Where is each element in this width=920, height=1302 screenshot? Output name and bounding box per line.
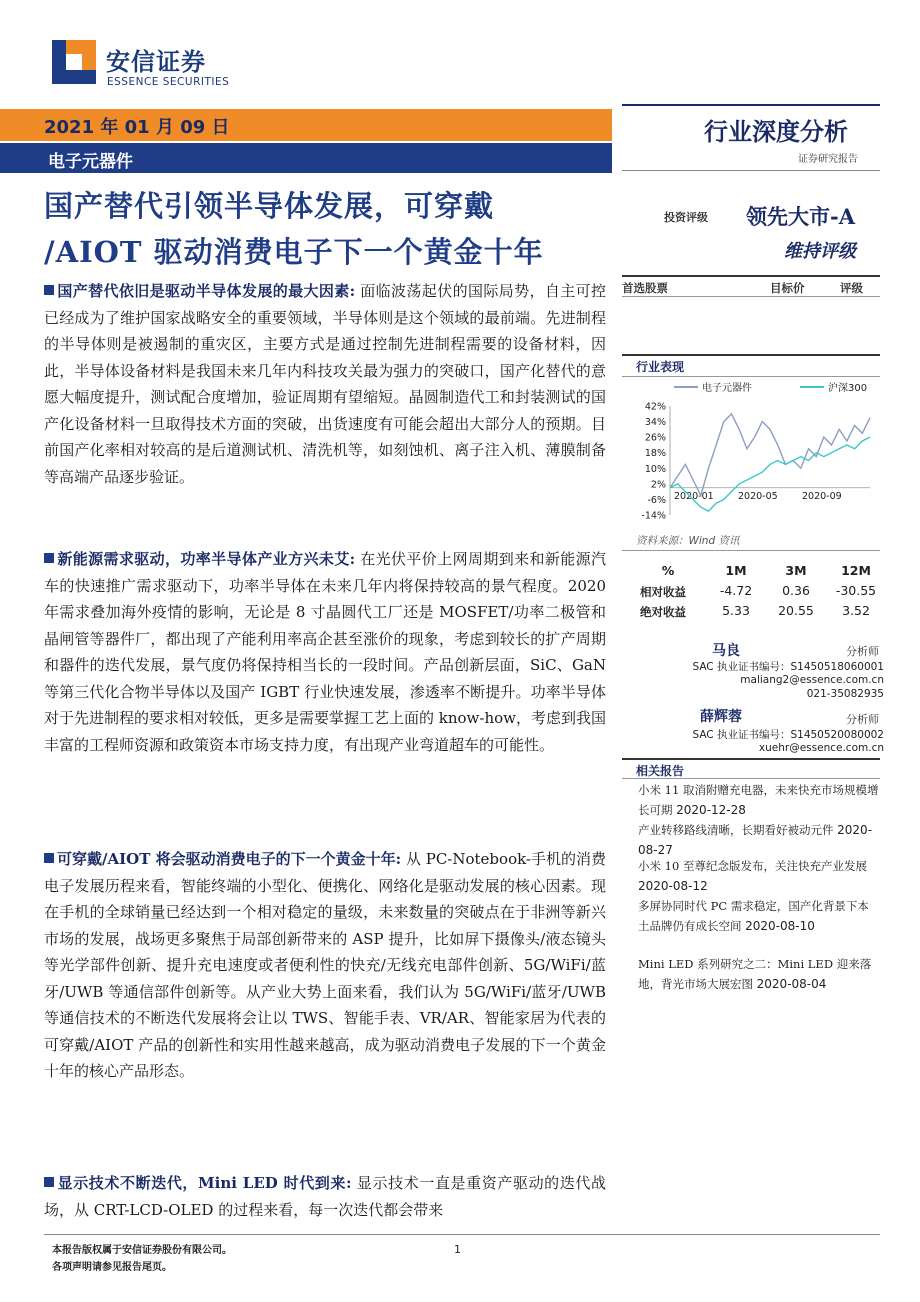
target-price-col-header: 目标价 xyxy=(770,281,805,295)
analyst-name: 薛辉蓉 xyxy=(700,709,742,725)
chart-source: 资料来源：Wind 资讯 xyxy=(636,535,740,547)
paragraph-text: 从 PC-Notebook-手机的消费电子发展历程来看，智能终端的小型化、便携化、网络化是驱动发展的核心因素。现在手机的全球销量已经达到一个相对稳定的量级，未来数量的突破点在于非洲等新兴市场的发展，战场更多聚焦于局部创新带来的 ASP 提升，比如屏下摄像头/液态镜头等光学部件创新、提升充电速度或者便利性的快充/无线充电部件创新、5G/WiFi/蓝牙/UWB 等通信部件创新等。从产业大势上面来看，我们认为 5G/WiFi/蓝牙/UWB 等通信技术的不断迭代发展将会让以 TWS、智能手表、VR/AR、智能家居为代表的可穿戴/AIOT 产品的创新性和实用性越来越高，成为驱动消费电子发展的下一个黄金十年的核心产品形态。 xyxy=(44,850,607,1080)
bullet-icon xyxy=(44,1177,54,1187)
header-divider xyxy=(622,104,880,106)
related-report-date: 2020-08-27 xyxy=(638,823,873,857)
paragraph xyxy=(44,546,606,758)
analyst-email[interactable]: maliang2@essence.com.cn xyxy=(740,674,884,686)
related-report-item[interactable] xyxy=(638,856,880,896)
paragraph xyxy=(44,1170,606,1223)
related-report-item[interactable] xyxy=(638,896,880,936)
y-tick-label: -14% xyxy=(641,510,666,522)
analyst-email[interactable]: xuehr@essence.com.cn xyxy=(758,742,884,754)
series-line xyxy=(670,414,870,496)
analyst-cert: SAC 执业证书编号：S1450518060001 xyxy=(692,661,884,673)
related-report-item[interactable] xyxy=(638,954,880,994)
paragraph xyxy=(44,846,606,1085)
legend-label: 电子元器件 xyxy=(702,383,752,394)
legend-label: 沪深300 xyxy=(828,383,868,394)
y-tick-label: -6% xyxy=(647,494,666,506)
logo-name-cn: 安信证券 xyxy=(106,48,206,76)
bullet-icon xyxy=(44,285,54,295)
sector-label: 电子元器件 xyxy=(48,152,133,172)
related-report-title: 多屏协同时代 PC 需求稳定，国产化背景下本土品牌仍有成长空间 xyxy=(638,899,869,933)
x-tick-label: 2020-09 xyxy=(802,490,842,502)
paragraph-lead: 国产替代依旧是驱动半导体发展的最大因素: xyxy=(57,282,356,300)
paragraph-lead: 新能源需求驱动，功率半导体产业方兴未艾: xyxy=(57,550,356,568)
table-rule xyxy=(622,275,880,277)
analyst-name: 马良 xyxy=(712,643,740,659)
bullet-icon xyxy=(44,553,54,563)
logo-name-en: ESSENCE SECURITIES xyxy=(107,76,230,88)
perf-value: -30.55 xyxy=(835,583,877,598)
related-report-date: 2020-08-04 xyxy=(756,977,827,991)
related-report-title: 小米 10 至尊纪念版发布，关注快充产业发展 xyxy=(638,859,867,873)
company-logo-icon xyxy=(52,40,96,84)
paragraph-text: 显示技术一直是重资产驱动的迭代战场，从 CRT-LCD-OLED 的过程来看，每一次迭代都会带来 xyxy=(44,1174,606,1219)
related-report-item[interactable] xyxy=(638,780,880,820)
bullet-icon xyxy=(44,853,54,863)
paragraph xyxy=(44,278,606,490)
perf-value: 5.33 xyxy=(722,603,750,618)
analyst-phone: 021-35082935 xyxy=(806,688,884,700)
perf-header-1m: 1M xyxy=(725,563,747,578)
y-tick-label: 2% xyxy=(650,479,666,491)
page-number: 1 xyxy=(454,1243,461,1256)
section-rule xyxy=(622,550,880,551)
x-tick-label: 2020-01 xyxy=(674,490,714,502)
rating-status: 维持评级 xyxy=(784,241,856,262)
performance-section-title: 行业表现 xyxy=(636,360,685,374)
report-date: 2021 年 01 月 09 日 xyxy=(44,117,230,138)
report-subtype: 证券研究报告 xyxy=(798,154,858,165)
report-title-line2: /AIOT 驱动消费电子下一个黄金十年 xyxy=(44,235,544,269)
perf-value: 20.55 xyxy=(778,603,814,618)
footer-copyright: 本报告版权属于安信证券股份有限公司。 xyxy=(52,1245,232,1256)
perf-row-label: 绝对收益 xyxy=(640,605,686,619)
perf-header-3m: 3M xyxy=(785,563,807,578)
rating-label: 投资评级 xyxy=(664,211,708,224)
analyst-role: 分析师 xyxy=(846,645,879,658)
y-tick-label: 34% xyxy=(644,417,666,429)
footer-divider xyxy=(44,1234,880,1235)
paragraph-lead: 可穿戴/AIOT 将会驱动消费电子的下一个黄金十年: xyxy=(57,850,402,868)
related-report-date: 2020-08-10 xyxy=(745,919,815,933)
perf-header-unit: % xyxy=(661,563,675,578)
y-tick-label: 10% xyxy=(644,463,666,475)
section-rule xyxy=(622,376,880,377)
paragraph-text: 面临波荡起伏的国际局势，自主可控已经成为了维护国家战略安全的重要领域，半导体则是这个领域的最前端。先进制程的半导体则是被遏制的重灾区，主要方式是通过控制先进制程需要的设备材料，因此，半导体设备材料是我国未来几年内科技攻关最为强力的突破口，国产化替代的意愿大幅度提升，测试配合度增加，验证周期有望缩短。晶圆制造代工和封装测试的国产化设备材料一旦取得技术方面的突破，出货速度有可能会超出大部分人的预期。目前国产化率相对较高的是后道测试机、清洗机等，如刻蚀机、离子注入机、薄膜制备等高端产品逐步验证。 xyxy=(44,282,606,486)
report-type: 行业深度分析 xyxy=(704,117,848,146)
y-tick-label: 26% xyxy=(644,432,666,444)
report-title-line1: 国产替代引领半导体发展，可穿戴 xyxy=(44,189,495,223)
footer-disclaimer: 各项声明请参见报告尾页。 xyxy=(52,1262,172,1273)
table-rule xyxy=(622,296,880,297)
paragraph-text: 在光伏平价上网周期到来和新能源汽车的快速推广需求驱动下，功率半导体在未来几年内将保持较高的景气程度。2020 年需求叠加海外疫情的影响，无论是 8 寸晶圆代工厂还是 MOSFET/功率二极管和晶闸管等器件厂，都出现了产能利用率高企甚至涨价的现象，考虑到较长的扩产周期和器件的迭代发展，景气度仍将保持相当长的一段时间。产品创新层面，SiC、GaN 等第三代化合物半导体以及国产 IGBT 行业快速发展，渗透率不断提升。功率半导体对于先进制程的要求相对较低，更多是需要掌握工艺上面的 know-how，考虑到我国丰富的工程师资源和政策资本市场支持力度，有出现产业弯道超车的可能性。 xyxy=(44,550,606,754)
related-report-item[interactable] xyxy=(638,820,880,860)
perf-value: 3.52 xyxy=(842,603,870,618)
rating-value: 领先大市-A xyxy=(746,204,856,229)
analyst-role: 分析师 xyxy=(846,713,879,726)
rating-col-header: 评级 xyxy=(840,281,863,295)
related-reports-title: 相关报告 xyxy=(636,764,685,778)
section-rule xyxy=(622,354,880,356)
paragraph-lead: 显示技术不断迭代，Mini LED 时代到来: xyxy=(57,1174,352,1192)
section-rule xyxy=(622,778,880,779)
header-divider xyxy=(622,170,880,171)
related-report-date: 2020-08-12 xyxy=(638,879,708,893)
perf-value: -4.72 xyxy=(719,583,753,598)
related-report-title: 产业转移路线清晰，长期看好被动元件 xyxy=(638,823,834,837)
perf-row-label: 相对收益 xyxy=(640,585,686,599)
y-tick-label: 18% xyxy=(644,448,666,460)
related-report-title: Mini LED 系列研究之二：Mini LED 迎来落地，背光市场大展宏图 xyxy=(638,957,872,991)
related-report-date: 2020-12-28 xyxy=(676,803,746,817)
y-tick-label: 42% xyxy=(644,401,666,413)
performance-chart xyxy=(630,380,880,525)
x-tick-label: 2020-05 xyxy=(738,490,778,502)
analyst-cert: SAC 执业证书编号：S1450520080002 xyxy=(692,729,884,741)
perf-header-12m: 12M xyxy=(841,563,871,578)
stock-col-header: 首选股票 xyxy=(622,281,668,295)
perf-value: 0.36 xyxy=(782,583,810,598)
section-rule xyxy=(622,758,880,760)
related-report-title: 小米 11 取消附赠充电器，未来快充市场规模增长可期 xyxy=(638,783,879,817)
